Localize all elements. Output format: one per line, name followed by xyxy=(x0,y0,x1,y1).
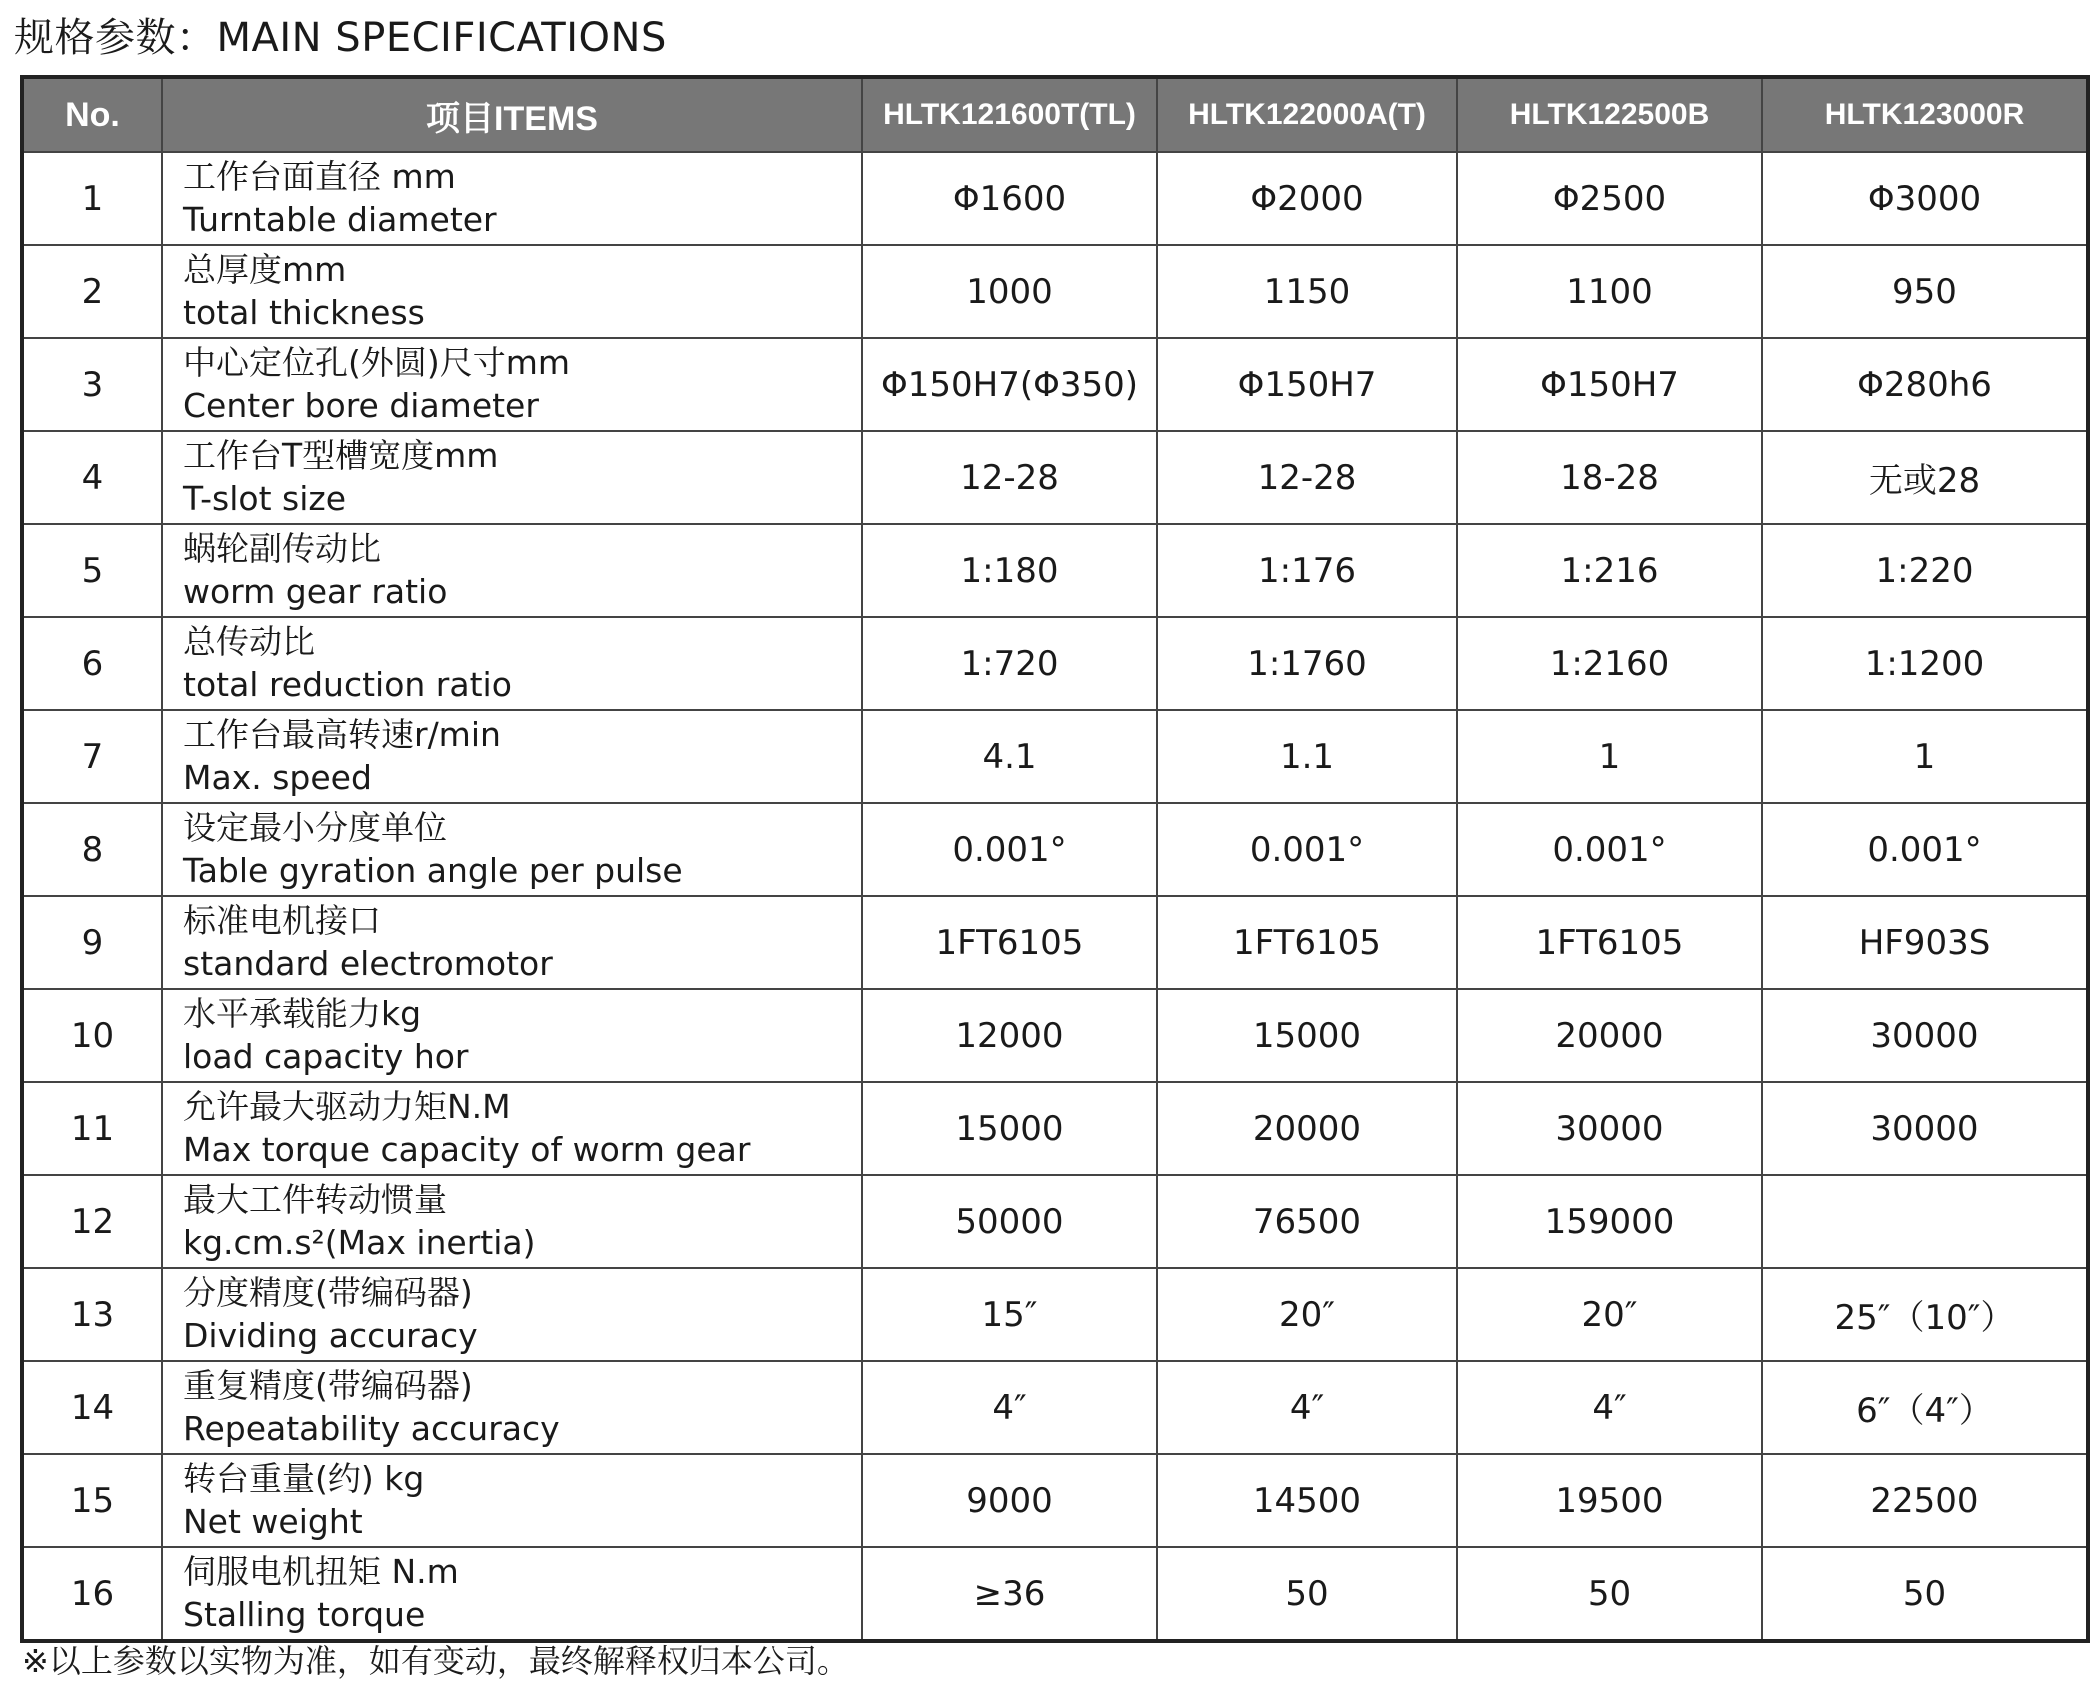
row-number: 7 xyxy=(22,710,162,803)
value-cell: 18-28 xyxy=(1457,431,1762,524)
table-row xyxy=(22,1361,2088,1454)
table-row xyxy=(22,989,2088,1082)
value-cell: Φ150H7 xyxy=(1457,338,1762,431)
item-label-chinese: 中心定位孔(外圆)尺寸mm xyxy=(183,342,571,382)
value-cell: 1:216 xyxy=(1457,524,1762,617)
value-cell: 4″ xyxy=(862,1361,1157,1454)
table-row xyxy=(22,1268,2088,1361)
value-cell: 1 xyxy=(1457,710,1762,803)
value-cell: 6″（4″） xyxy=(1762,1361,2088,1454)
item-cell xyxy=(162,710,862,803)
item-label-english: Net weight xyxy=(183,1501,363,1541)
header-items: 项目ITEMS xyxy=(162,77,862,152)
item-label-english: Max torque capacity of worm gear xyxy=(183,1129,751,1169)
value-cell: 20″ xyxy=(1157,1268,1457,1361)
value-cell: Φ150H7(Φ350) xyxy=(862,338,1157,431)
item-cell xyxy=(162,524,862,617)
row-number: 8 xyxy=(22,803,162,896)
value-cell: 4″ xyxy=(1457,1361,1762,1454)
value-cell: 50000 xyxy=(862,1175,1157,1268)
value-cell: 1:1760 xyxy=(1157,617,1457,710)
table-row xyxy=(22,617,2088,710)
table-row xyxy=(22,152,2088,245)
value-cell: Φ1600 xyxy=(862,152,1157,245)
value-cell: 12000 xyxy=(862,989,1157,1082)
item-label-chinese: 总传动比 xyxy=(183,621,315,661)
item-label-english: load capacity hor xyxy=(183,1036,469,1076)
item-cell xyxy=(162,617,862,710)
row-number: 14 xyxy=(22,1361,162,1454)
value-cell: 15″ xyxy=(862,1268,1157,1361)
row-number: 13 xyxy=(22,1268,162,1361)
header-no: No. xyxy=(22,77,162,152)
item-label-chinese: 水平承载能力kg xyxy=(183,993,422,1033)
item-cell xyxy=(162,896,862,989)
footnote: ※以上参数以实物为准，如有变动，最终解释权归本公司。 xyxy=(22,1642,849,1680)
item-label-chinese: 允许最大驱动力矩N.M xyxy=(183,1086,511,1126)
value-cell: 50 xyxy=(1157,1547,1457,1641)
item-cell xyxy=(162,245,862,338)
value-cell: 20000 xyxy=(1157,1082,1457,1175)
item-label-english: Center bore diameter xyxy=(183,385,539,425)
item-label-chinese: 工作台最高转速r/min xyxy=(183,714,501,754)
header-model: HLTK122500B xyxy=(1457,77,1762,152)
value-cell: 159000 xyxy=(1457,1175,1762,1268)
item-label-chinese: 标准电机接口 xyxy=(183,900,381,940)
row-number: 15 xyxy=(22,1454,162,1547)
table-row xyxy=(22,710,2088,803)
header-model: HLTK123000R xyxy=(1762,77,2088,152)
table-row xyxy=(22,338,2088,431)
item-label-chinese: 工作台T型槽宽度mm xyxy=(183,435,499,475)
table-row xyxy=(22,896,2088,989)
table-body xyxy=(22,152,2088,1641)
item-label-chinese: 分度精度(带编码器) xyxy=(183,1272,473,1312)
item-cell xyxy=(162,1454,862,1547)
item-label-english: total thickness xyxy=(183,292,425,332)
value-cell: 50 xyxy=(1762,1547,2088,1641)
item-label-english: Turntable diameter xyxy=(183,199,497,239)
value-cell: 25″（10″） xyxy=(1762,1268,2088,1361)
row-number: 4 xyxy=(22,431,162,524)
value-cell: Φ2000 xyxy=(1157,152,1457,245)
value-cell: 22500 xyxy=(1762,1454,2088,1547)
value-cell: 0.001° xyxy=(1762,803,2088,896)
value-cell: 15000 xyxy=(1157,989,1457,1082)
value-cell: 9000 xyxy=(862,1454,1157,1547)
header-model: HLTK121600T(TL) xyxy=(862,77,1157,152)
value-cell: 1:176 xyxy=(1157,524,1457,617)
item-label-chinese: 重复精度(带编码器) xyxy=(183,1365,473,1405)
value-cell: 1:180 xyxy=(862,524,1157,617)
value-cell: 0.001° xyxy=(1157,803,1457,896)
item-label-chinese: 伺服电机扭矩 N.m xyxy=(183,1551,459,1591)
value-cell xyxy=(1762,1175,2088,1268)
item-label-english: total reduction ratio xyxy=(183,664,512,704)
item-label-chinese: 工作台面直径 mm xyxy=(183,156,456,196)
item-label-english: T-slot size xyxy=(183,478,347,518)
item-cell xyxy=(162,338,862,431)
row-number: 3 xyxy=(22,338,162,431)
value-cell: 12-28 xyxy=(1157,431,1457,524)
value-cell: 12-28 xyxy=(862,431,1157,524)
row-number: 16 xyxy=(22,1547,162,1641)
specifications-table xyxy=(20,75,2090,1643)
item-label-chinese: 设定最小分度单位 xyxy=(183,807,447,847)
value-cell: 4″ xyxy=(1157,1361,1457,1454)
value-cell: Φ2500 xyxy=(1457,152,1762,245)
table-row xyxy=(22,1454,2088,1547)
item-cell xyxy=(162,1361,862,1454)
item-cell xyxy=(162,1547,862,1641)
table-row xyxy=(22,803,2088,896)
value-cell: 1:2160 xyxy=(1457,617,1762,710)
item-label-english: Dividing accuracy xyxy=(183,1315,478,1355)
value-cell: 1:720 xyxy=(862,617,1157,710)
value-cell: 0.001° xyxy=(1457,803,1762,896)
value-cell: 无或28 xyxy=(1762,431,2088,524)
value-cell: 1:1200 xyxy=(1762,617,2088,710)
item-label-english: Repeatability accuracy xyxy=(183,1408,560,1448)
page-title: 规格参数：MAIN SPECIFICATIONS xyxy=(14,15,667,61)
value-cell: 14500 xyxy=(1157,1454,1457,1547)
table-row xyxy=(22,431,2088,524)
table-row xyxy=(22,1082,2088,1175)
item-cell xyxy=(162,989,862,1082)
value-cell: 19500 xyxy=(1457,1454,1762,1547)
row-number: 10 xyxy=(22,989,162,1082)
value-cell: 1.1 xyxy=(1157,710,1457,803)
value-cell: 76500 xyxy=(1157,1175,1457,1268)
value-cell: 950 xyxy=(1762,245,2088,338)
row-number: 2 xyxy=(22,245,162,338)
value-cell: 30000 xyxy=(1457,1082,1762,1175)
value-cell: 1100 xyxy=(1457,245,1762,338)
value-cell: 50 xyxy=(1457,1547,1762,1641)
table-row xyxy=(22,524,2088,617)
item-cell xyxy=(162,431,862,524)
value-cell: 4.1 xyxy=(862,710,1157,803)
table-row xyxy=(22,1175,2088,1268)
item-cell xyxy=(162,1082,862,1175)
value-cell: 20000 xyxy=(1457,989,1762,1082)
item-label-english: standard electromotor xyxy=(183,943,553,983)
item-label-english: Stalling torque xyxy=(183,1594,426,1634)
value-cell: 1 xyxy=(1762,710,2088,803)
row-number: 6 xyxy=(22,617,162,710)
value-cell: 0.001° xyxy=(862,803,1157,896)
table-row xyxy=(22,245,2088,338)
row-number: 11 xyxy=(22,1082,162,1175)
value-cell: 1:220 xyxy=(1762,524,2088,617)
item-cell xyxy=(162,152,862,245)
item-label-chinese: 最大工件转动惯量 xyxy=(183,1179,447,1219)
item-label-english: kg.cm.s²(Max inertia) xyxy=(183,1222,536,1262)
item-label-chinese: 转台重量(约) kg xyxy=(183,1458,425,1498)
value-cell: 15000 xyxy=(862,1082,1157,1175)
row-number: 5 xyxy=(22,524,162,617)
table-header xyxy=(22,77,2088,152)
value-cell: ≥36 xyxy=(862,1547,1157,1641)
row-number: 9 xyxy=(22,896,162,989)
table-row xyxy=(22,1547,2088,1641)
value-cell: HF903S xyxy=(1762,896,2088,989)
value-cell: 30000 xyxy=(1762,1082,2088,1175)
item-label-english: worm gear ratio xyxy=(183,571,448,611)
item-cell xyxy=(162,803,862,896)
value-cell: Φ3000 xyxy=(1762,152,2088,245)
value-cell: 1FT6105 xyxy=(1157,896,1457,989)
item-cell xyxy=(162,1268,862,1361)
item-label-english: Table gyration angle per pulse xyxy=(183,850,683,890)
value-cell: 20″ xyxy=(1457,1268,1762,1361)
value-cell: 1150 xyxy=(1157,245,1457,338)
value-cell: Φ280h6 xyxy=(1762,338,2088,431)
item-label-english: Max. speed xyxy=(183,757,372,797)
item-cell xyxy=(162,1175,862,1268)
value-cell: 1FT6105 xyxy=(862,896,1157,989)
item-label-chinese: 蜗轮副传动比 xyxy=(183,528,381,568)
value-cell: Φ150H7 xyxy=(1157,338,1457,431)
row-number: 1 xyxy=(22,152,162,245)
item-label-chinese: 总厚度mm xyxy=(183,249,347,289)
header-model: HLTK122000A(T) xyxy=(1157,77,1457,152)
value-cell: 1000 xyxy=(862,245,1157,338)
row-number: 12 xyxy=(22,1175,162,1268)
value-cell: 1FT6105 xyxy=(1457,896,1762,989)
value-cell: 30000 xyxy=(1762,989,2088,1082)
